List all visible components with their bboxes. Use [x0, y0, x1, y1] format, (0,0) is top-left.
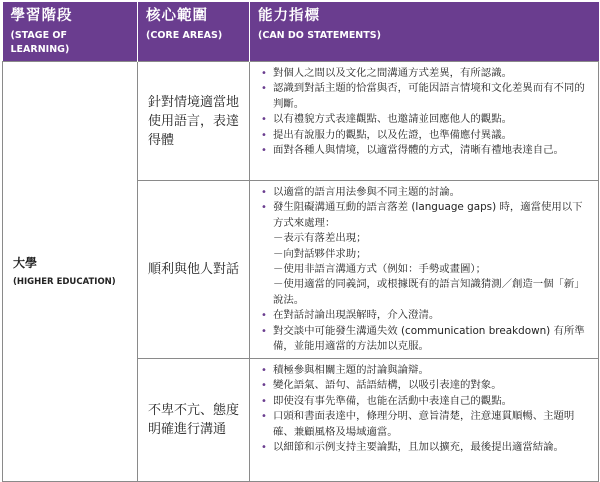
statement-text: 在對話討論出現誤解時，介入澄清。: [273, 309, 440, 322]
statement-text: 以細節和示例支持主要論點，且加以擴充，最後提出適當結論。: [273, 441, 564, 454]
statement-item: [260, 308, 592, 323]
statement-item: [260, 143, 592, 158]
statement-list: [260, 185, 592, 354]
bullet-icon: •: [261, 145, 267, 157]
header-can-do-zh: 能力指標: [258, 8, 320, 24]
bullet-icon: •: [261, 187, 267, 198]
statement-item: [260, 324, 592, 355]
core-area-cell: 不卑不亢、態度明確進行溝通: [138, 359, 250, 482]
header-stage: [3, 2, 138, 62]
header-stage-en: (STAGE OF LEARNING): [10, 30, 70, 55]
statement-text: 提出有說服力的觀點，以及佐證，也準備應付異議。: [273, 128, 512, 141]
header-core-areas-zh: 核心範圍: [146, 8, 208, 24]
bullet-icon: •: [261, 83, 267, 95]
statements-cell: [250, 359, 599, 482]
statement-item: [260, 185, 592, 200]
statement-text: 對交談中可能發生溝通失效 (communication breakdown) 有所準備，並能用適當的方法加以克服。: [273, 324, 585, 353]
stage-zh: 大學: [13, 255, 38, 270]
statement-text: 積極參與相關主題的討論與論辯。: [273, 364, 429, 376]
header-row: [3, 2, 599, 62]
bullet-icon: •: [261, 68, 267, 79]
statement-item: [260, 378, 592, 393]
statement-text: 即使沒有事先準備，也能在活動中表達自己的觀點。: [273, 394, 512, 407]
statement-item: [260, 81, 592, 112]
bullet-icon: •: [261, 114, 267, 126]
statement-item: [260, 440, 592, 455]
bullet-icon: •: [261, 325, 267, 337]
statement-text: 認識到對話主題的恰當與否，可能因語言情境和文化差異而有不同的判斷。: [273, 82, 585, 110]
statements-cell: [250, 181, 599, 359]
statement-text: 口頭和書面表達中，條理分明、意旨清楚，注意連貫順暢、主題明確、兼顧風格及場域適當。: [273, 410, 575, 438]
statements-cell: [250, 62, 599, 181]
header-can-do-en: (CAN DO STATEMENTS): [258, 30, 381, 41]
sub-item: －使用適當的同義詞，或根據既有的語言知識猜測／創造一個「新」說法。: [273, 278, 585, 306]
statement-text: 以適當的語言用法參與不同主題的討論。: [273, 186, 461, 198]
statement-item: [260, 128, 592, 143]
statement-item: [260, 409, 592, 440]
bullet-icon: •: [261, 310, 267, 322]
header-can-do: [250, 2, 599, 62]
core-area-cell: 針對情境適當地使用語言，表達得體: [138, 62, 250, 181]
core-area-cell: 順利與他人對話: [138, 181, 250, 359]
statement-item: [260, 112, 592, 127]
stage-cell: [3, 62, 138, 482]
statement-item: [260, 66, 592, 81]
can-do-table: [2, 2, 599, 482]
header-stage-zh: 學習階段: [10, 8, 73, 24]
bullet-icon: •: [261, 202, 267, 214]
stage-en: (HIGHER EDUCATION): [13, 276, 116, 287]
bullet-icon: •: [261, 365, 267, 376]
bullet-icon: •: [261, 380, 267, 392]
statement-text: 面對各種人與情境，以適當得體的方式，清晰有禮地表達自己。: [273, 144, 564, 157]
statement-text: 對個人之間以及文化之間溝通方式差異，有所認識。: [273, 67, 512, 79]
sub-item: －向對話夥伴求助；: [273, 247, 367, 260]
statement-text: 以有禮貌方式表達觀點、也邀請並回應他人的觀點。: [273, 113, 512, 126]
bullet-icon: •: [261, 395, 267, 407]
bullet-icon: •: [261, 411, 267, 423]
statement-text: 變化語氣、語句、話語結構，以吸引表達的對象。: [273, 379, 502, 392]
statement-item: [260, 363, 592, 378]
statement-text: 發生阻礙溝通互動的語言落差 (language gaps) 時，適當使用以下方式來處理：: [273, 201, 583, 229]
header-core-areas-en: (CORE AREAS): [146, 30, 223, 41]
bullet-icon: •: [261, 129, 267, 141]
statement-item: [260, 200, 592, 308]
statement-list: [260, 363, 592, 455]
sub-item: －使用非語言溝通方式（例如：手勢或畫圖）；: [273, 263, 487, 276]
table-row: [3, 62, 599, 181]
header-core-areas: [138, 2, 250, 62]
statement-item: [260, 394, 592, 409]
sub-item: －表示有落差出現；: [273, 232, 367, 245]
bullet-icon: •: [261, 442, 267, 454]
statement-list: [260, 66, 592, 158]
